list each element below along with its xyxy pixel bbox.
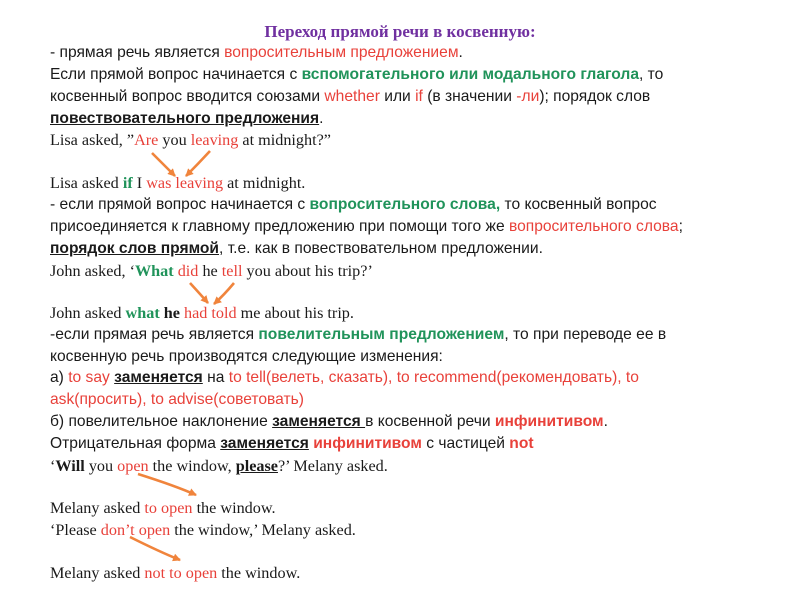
text: the window, [148, 457, 236, 475]
rule-direct-order [50, 239, 543, 259]
text: me about his trip. [236, 304, 354, 322]
highlight-open: open [117, 457, 149, 475]
text: Отрицательная форма [50, 435, 221, 452]
highlight-what: What [134, 262, 174, 280]
text: или [379, 88, 416, 105]
arrow-open-icon [138, 474, 196, 495]
highlight-replaced: заменяется [114, 369, 203, 386]
example-1-reported [50, 173, 305, 193]
text: I [132, 174, 147, 192]
rule-question-word [50, 195, 657, 215]
text: you about his trip?’ [242, 262, 373, 280]
highlight-question-word: вопросительного слова [508, 218, 679, 235]
text: с частицей [421, 435, 510, 452]
rule-changes: косвенную речь производятся следующие изменения: [50, 348, 443, 365]
highlight-imperative: повелительным предложением [258, 326, 505, 343]
highlight-tell: tell [221, 262, 243, 280]
rule-b [50, 412, 608, 432]
highlight-did: did [177, 262, 199, 280]
highlight-dont-open: don’t open [100, 521, 171, 539]
highlight-direct-order: порядок слов прямой [50, 240, 220, 257]
highlight-to-tell: to tell(велеть, сказать), to recommend(рекомендовать), to [228, 369, 639, 386]
highlight-was-leaving: was leaving [146, 174, 224, 192]
highlight-li: -ли [516, 88, 540, 105]
highlight-had-told: had told [184, 304, 237, 322]
text: he [198, 262, 222, 280]
text: - прямая речь является [50, 44, 225, 61]
example-2-reported [50, 303, 354, 323]
highlight-what: what [125, 304, 160, 322]
rule-a [50, 368, 639, 388]
arrow-tell-icon [214, 283, 234, 304]
highlight-infinitive: инфинитивом [494, 413, 604, 430]
highlight-to-say: to say [68, 369, 110, 386]
example-1-direct [50, 130, 331, 150]
highlight-not-to-open: not to open [144, 564, 218, 582]
highlight-to-ask: ask(просить), to advise(советовать) [50, 391, 304, 408]
text: а) [50, 369, 69, 386]
example-4-reported [50, 563, 300, 583]
highlight-replaced: заменяется [272, 413, 366, 430]
highlight-are: Are [134, 131, 159, 149]
highlight-he: he [163, 304, 180, 322]
text: ‘ [50, 457, 56, 475]
text: (в значении [422, 88, 517, 105]
highlight-aux-verb: вспомогательного или модального глагола [301, 66, 640, 83]
page-title: Переход прямой речи в косвенную: [264, 22, 536, 41]
highlight-if: if [122, 174, 133, 192]
text: Если прямой вопрос начинается с [50, 66, 302, 83]
text: ‘Please [50, 521, 101, 539]
text: , т.е. как в повествовательном предложении. [219, 240, 543, 257]
rule-negative [50, 434, 534, 454]
highlight-whether: whether [324, 88, 380, 105]
text: Melany asked [50, 564, 145, 582]
text: - если прямой вопрос начинается с [50, 196, 310, 213]
text: на [202, 369, 229, 386]
text: . [458, 44, 463, 61]
text: . [319, 110, 324, 127]
text: you [84, 457, 118, 475]
arrow-did-icon [190, 283, 208, 303]
highlight-not: not [509, 435, 534, 452]
text: Lisa asked [50, 174, 123, 192]
highlight-leaving: leaving [190, 131, 239, 149]
text: ; [678, 218, 683, 235]
text: John asked [50, 304, 126, 322]
highlight-if: if [415, 88, 423, 105]
text: the window,’ Melany asked. [170, 521, 356, 539]
text: , то [639, 66, 664, 83]
text: -если прямая речь является [50, 326, 259, 343]
example-3-direct [50, 456, 388, 476]
text: John asked, ‘ [50, 262, 135, 280]
highlight-will: Will [55, 457, 85, 475]
rule-a-cont [50, 390, 304, 410]
highlight-declarative: повествовательного предложения [50, 110, 320, 127]
text: Melany asked [50, 499, 145, 517]
text: at midnight. [223, 174, 306, 192]
example-2-direct [50, 261, 373, 281]
text: в косвенной речи [365, 413, 495, 430]
rule-conjunctions [50, 87, 650, 107]
text: the window. [217, 564, 301, 582]
example-4-direct [50, 520, 356, 540]
text: ); порядок слов [539, 88, 651, 105]
highlight-replaced: заменяется [220, 435, 309, 452]
arrow-dont-open-icon [130, 537, 180, 560]
text: б) повелительное наклонение [50, 413, 273, 430]
rule-question-intro [50, 43, 463, 63]
highlight-please: please [235, 457, 278, 475]
text: . [603, 413, 608, 430]
example-3-reported [50, 498, 276, 518]
highlight-infinitive: инфинитивом [313, 435, 422, 452]
highlight-question-word: вопросительного слова, [309, 196, 501, 213]
text: косвенный вопрос вводится союзами [50, 88, 325, 105]
text: , то при переводе ее в [504, 326, 667, 343]
text: at midnight?” [238, 131, 331, 149]
text: the window. [192, 499, 276, 517]
text: присоединяется к главному предложению при помощи того же [50, 218, 509, 235]
text: you [158, 131, 191, 149]
rule-aux-verb [50, 65, 663, 85]
text: Lisa asked, ” [50, 131, 135, 149]
highlight-interrogative: вопросительным предложением [224, 44, 459, 61]
rule-word-order [50, 109, 323, 129]
text: то косвенный вопрос [500, 196, 657, 213]
rule-question-word-cont [50, 217, 683, 237]
highlight-to-open: to open [144, 499, 193, 517]
text: ?’ Melany asked. [277, 457, 388, 475]
rule-imperative [50, 325, 666, 345]
